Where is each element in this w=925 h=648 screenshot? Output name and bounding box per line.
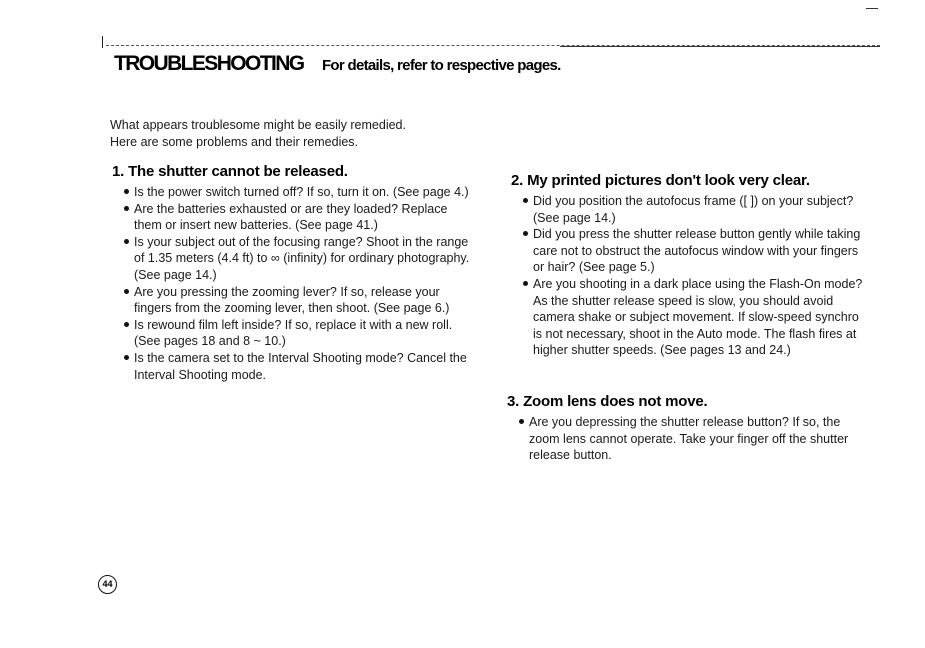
intro-line: What appears troublesome might be easily remedied. <box>110 118 406 132</box>
list-item <box>511 226 871 276</box>
bullet-list <box>112 184 472 383</box>
list-item-text: Are the batteries exhausted or are they loaded? Replace them or insert new batteries. (See page 41.) <box>134 201 448 233</box>
page-number: 44 <box>98 575 117 594</box>
bullet-icon <box>124 206 129 211</box>
bullet-icon <box>124 189 129 194</box>
bullet-icon <box>124 322 129 327</box>
bullet-icon <box>519 419 524 424</box>
bullet-list <box>511 193 871 359</box>
list-item-text: Is the power switch turned off? If so, turn it on. (See page 4.) <box>134 185 469 199</box>
list-item <box>112 184 472 201</box>
corner-crop-mark <box>102 36 103 48</box>
list-item <box>507 414 867 464</box>
bullet-icon <box>523 198 528 203</box>
page-edge-mark <box>866 8 878 9</box>
page-subtitle: For details, refer to respective pages. <box>321 57 561 74</box>
intro-text <box>110 117 470 151</box>
bullet-list <box>507 414 867 464</box>
page-header <box>114 52 561 76</box>
list-item <box>112 350 472 383</box>
list-item-text: Are you depressing the shutter release button? If so, the zoom lens cannot operate. Take your finger off the shutter release button. <box>529 415 849 463</box>
page-title: TROUBLESHOOTING <box>114 52 304 75</box>
bullet-icon <box>124 355 129 360</box>
section-heading: 1. The shutter cannot be released. <box>112 163 348 180</box>
list-item <box>112 234 472 284</box>
list-item-text: Are you pressing the zooming lever? If so, release your fingers from the zooming lever, then shoot. (See page 6.) <box>134 284 450 316</box>
list-item-text: Did you press the shutter release button gently while taking care not to obstruct the autofocus window with your fingers or hair? (See page 5.) <box>533 227 861 275</box>
section-zoom-lens <box>507 393 867 464</box>
intro-line: Here are some problems and their remedies. <box>110 135 359 149</box>
list-item-text: Is rewound film left inside? If so, replace it with a new roll. (See pages 18 and 8 ~ 10.) <box>134 317 453 349</box>
section-pictures-not-clear <box>511 172 871 359</box>
list-item-text: Is the camera set to the Interval Shooting mode? Cancel the Interval Shooting mode. <box>134 350 467 382</box>
list-item-text: Are you shooting in a dark place using the Flash-On mode? As the shutter release speed is slow, you should avoid camera shake or subject movement. If slow-speed synchro is not necessary, shoot in the Auto mode. The flash fires at higher shutter speeds. (See pages 13 and 24.) <box>533 276 863 358</box>
section-shutter-not-released <box>112 163 472 383</box>
list-item <box>112 201 472 234</box>
list-item-text: Did you position the autofocus frame ([ ]) on your subject? (See page 14.) <box>533 194 854 225</box>
section-heading: 2. My printed pictures don't look very clear. <box>511 172 810 189</box>
section-heading: 3. Zoom lens does not move. <box>507 393 708 410</box>
header-rule-solid <box>560 46 880 47</box>
bullet-icon <box>124 239 129 244</box>
list-item <box>511 276 871 359</box>
bullet-icon <box>124 289 129 294</box>
list-item <box>511 193 871 226</box>
bullet-icon <box>523 281 528 286</box>
list-item <box>112 284 472 317</box>
bullet-icon <box>523 231 528 236</box>
list-item-text: Is your subject out of the focusing range? Shoot in the range of 1.35 meters (4.4 ft) to ∞ (infinity) for ordinary photography. (See page 14.) <box>134 234 470 282</box>
list-item <box>112 317 472 350</box>
